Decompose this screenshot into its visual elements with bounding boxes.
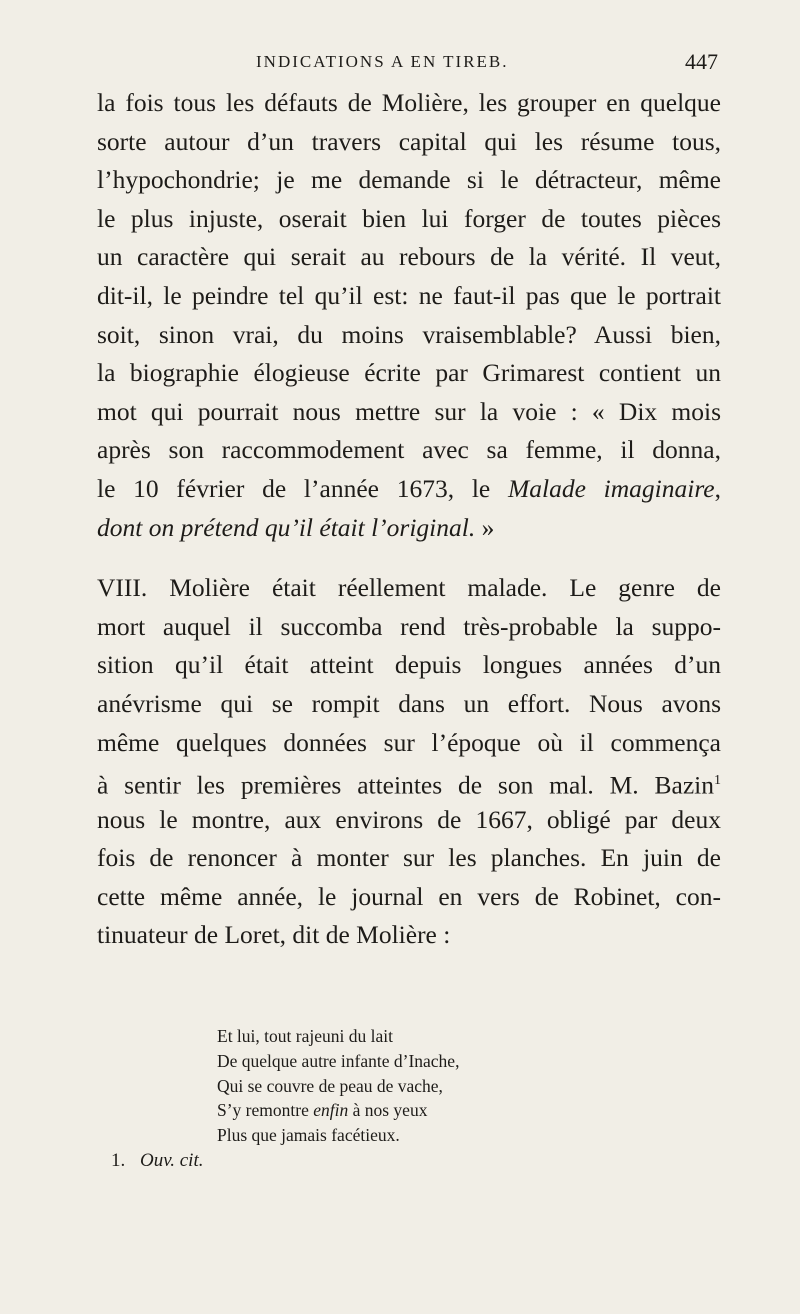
text-line: fois de renoncer à monter sur les planches. En juin de — [97, 843, 721, 873]
text-fragment: à nos yeux — [348, 1100, 428, 1121]
text-line: la biographie élogieuse écrite par Grimarest contient un — [97, 358, 721, 388]
play-title: Malade imaginaire — [508, 473, 715, 503]
verse-quote — [217, 1024, 637, 1148]
text-fragment: , — [714, 473, 722, 503]
text-fragment: » — [475, 512, 495, 542]
text-line: après son raccommodement avec sa femme, il donna, — [97, 435, 721, 465]
text-line: un caractère qui serait au rebours de la vérité. Il veut, — [97, 242, 721, 272]
text-line: mort auquel il succomba rend très-probable la suppo- — [97, 611, 721, 641]
footnote — [111, 1150, 204, 1172]
text-line — [97, 470, 721, 509]
text-fragment: le 10 février de l’année 1673, le — [97, 473, 509, 503]
text-line — [97, 509, 721, 548]
text-line — [97, 762, 721, 801]
paragraph-gap — [97, 547, 721, 569]
verse-line: Plus que jamais facétieux. — [217, 1125, 400, 1146]
verse-line: Qui se couvre de peau de vache, — [217, 1075, 443, 1096]
text-fragment: à sentir les premières atteintes de son mal. M. Bazin — [97, 770, 714, 800]
verse-line — [217, 1098, 637, 1123]
text-line: sorte autour d’un travers capital qui les résume tous, — [97, 126, 721, 156]
running-head: INDICATIONS A EN TIREB. — [256, 52, 509, 71]
text-line: anévrisme qui se rompit dans un effort. Nous avons — [97, 688, 721, 718]
footnote-text: Ouv. cit. — [140, 1150, 204, 1171]
text-line: cette même année, le journal en vers de Robinet, con- — [97, 881, 721, 911]
text-line: VIII. Molière était réellement malade. Le genre de — [97, 573, 721, 603]
text-fragment: S’y remontre — [217, 1100, 314, 1121]
italic-quote: dont on prétend qu’il était l’original. — [97, 512, 476, 542]
text-line: nous le montre, aux environs de 1667, obligé par deux — [97, 804, 721, 834]
page-header — [98, 49, 718, 84]
text-line: dit-il, le peindre tel qu’il est: ne faut-il pas que le portrait — [97, 280, 721, 310]
main-text — [97, 84, 721, 955]
text-line: même quelques données sur l’époque où il commença — [97, 727, 721, 757]
text-line: tinuateur de Loret, dit de Molière : — [97, 920, 451, 950]
text-line: soit, sinon vrai, du moins vraisemblable? Aussi bien, — [97, 319, 721, 349]
text-line: sition qu’il était atteint depuis longues années d’un — [97, 650, 721, 680]
footnote-marker: 1 — [714, 773, 721, 789]
text-line: mot qui pourrait nous mettre sur la voie : « Dix mois — [97, 396, 721, 426]
footnote-number: 1. — [111, 1150, 126, 1171]
verse-line: Et lui, tout rajeuni du lait — [217, 1026, 393, 1046]
text-line: la fois tous les défauts de Molière, les grouper en quelque — [97, 88, 721, 117]
verse-line: De quelque autre infante d’Inache, — [217, 1050, 460, 1071]
text-line: l’hypochondrie; je me demande si le détracteur, même — [97, 165, 721, 195]
page-number: 447 — [685, 49, 718, 74]
italic-word: enfin — [313, 1100, 349, 1121]
text-line: le plus injuste, oserait bien lui forger de toutes pièces — [97, 203, 721, 233]
